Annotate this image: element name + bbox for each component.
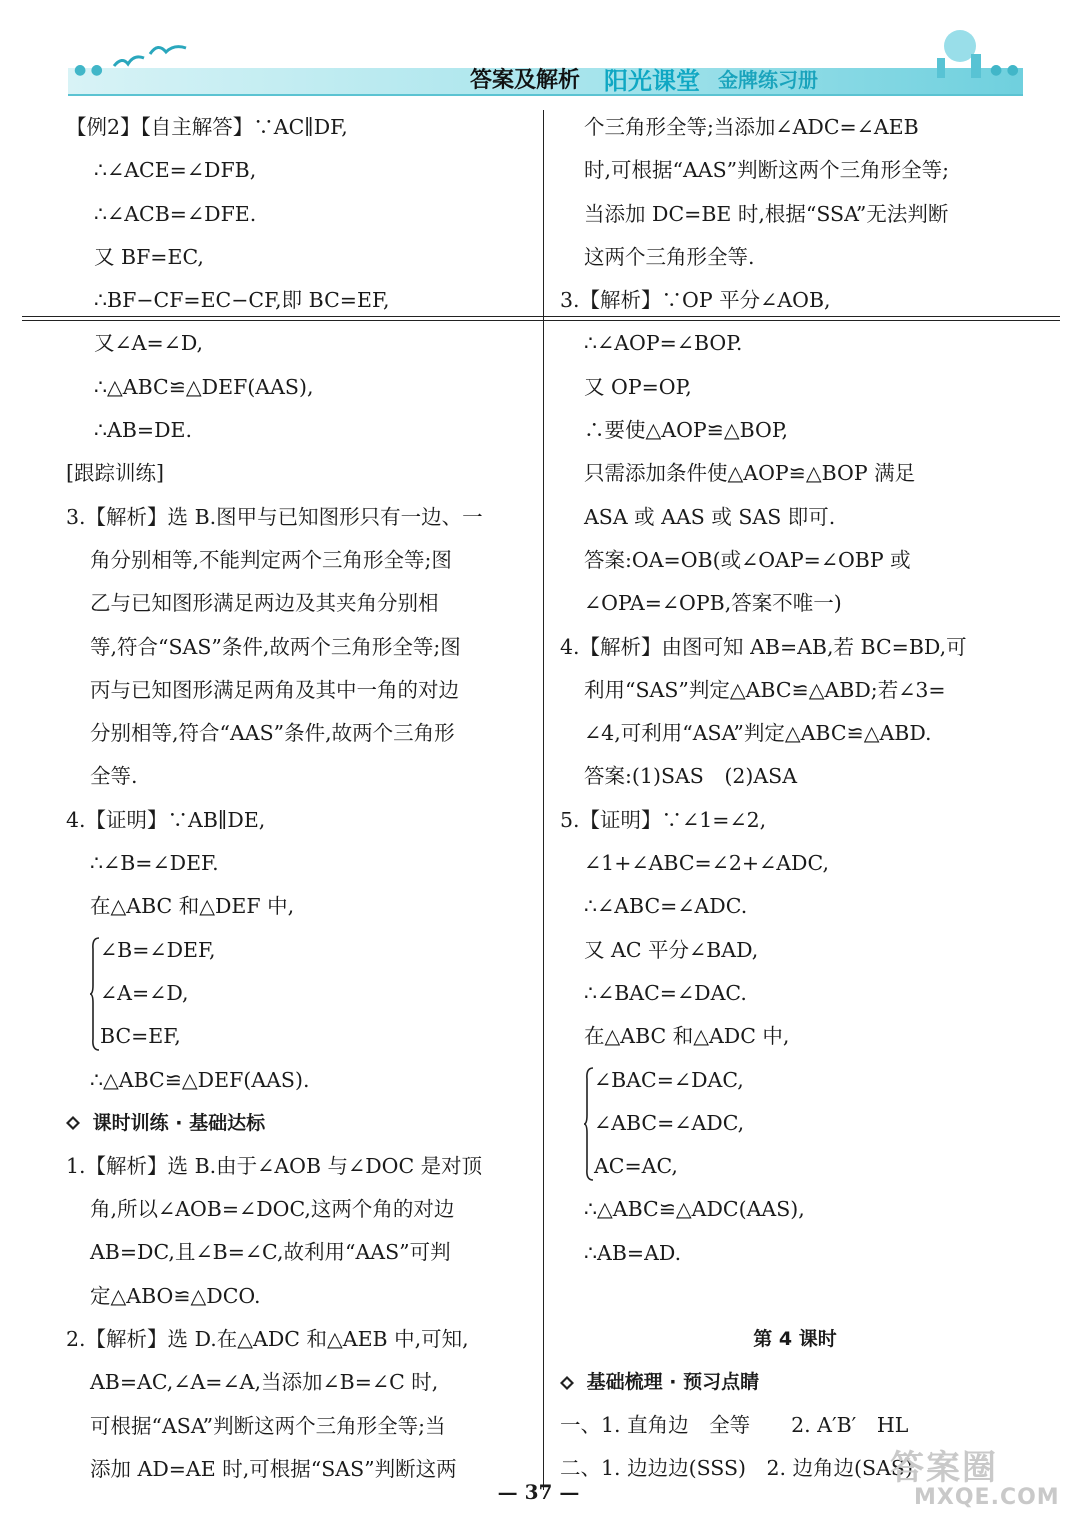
left-brace-line: ∠B=∠DEF, [100, 937, 216, 962]
right-section-heading [560, 1361, 1030, 1404]
left-brace-line: ∠A=∠D, [100, 980, 189, 1005]
left-brace-line: BC=EF, [100, 1024, 181, 1049]
left-line: 又 BF=EC, [94, 244, 204, 269]
diamond-icon [66, 1116, 80, 1130]
right-line: ∴∠ABC=∠ADC. [584, 894, 748, 919]
left-line: 分别相等,符合“AAS”条件,故两个三角形 [90, 721, 455, 746]
right-line: 当添加 DC=BE 时,根据“SSA”无法判断 [584, 201, 949, 226]
spacer [560, 1275, 1030, 1318]
left-brace-lines [100, 929, 536, 1059]
left-line: 全等. [90, 764, 138, 789]
left-column [66, 106, 536, 1491]
left-section-text: 课时训练 · 基础达标 [92, 1111, 266, 1134]
left-line: ∴∠B=∠DEF. [90, 851, 219, 876]
left-line: 1.【解析】选 B.由于∠AOB 与∠DOC 是对顶 [66, 1153, 483, 1178]
dots-left-icon: ● ● [74, 62, 103, 78]
left-line: [跟踪训练] [66, 461, 164, 486]
page-number: — 37 — [497, 1480, 580, 1504]
left-text-block-1 [66, 106, 536, 929]
header-answers: 答案及解析 [470, 67, 581, 93]
left-line: AB=DC,且∠B=∠C,故利用“AAS”可判 [90, 1240, 451, 1265]
left-line: AB=AC,∠A=∠A,当添加∠B=∠C 时, [90, 1370, 439, 1395]
dots-right-icon: ● ● [990, 62, 1019, 78]
left-after-brace: ∴△ABC≌△DEF(AAS). [90, 1067, 310, 1092]
right-brace-line: AC=AC, [594, 1154, 678, 1179]
left-line: 2.【解析】选 D.在△ADC 和△AEB 中,可知, [66, 1327, 469, 1352]
right-brace-group [560, 1059, 1030, 1189]
right-line: 个三角形全等;当添加∠ADC=∠AEB [584, 115, 919, 139]
right-line: 这两个三角形全等. [584, 244, 755, 269]
right-line: ∴要使△AOP≌△BOP, [584, 418, 789, 443]
left-line: 可根据“ASA”判断这两个三角形全等;当 [90, 1413, 446, 1438]
birds-icon [110, 36, 200, 76]
left-line: 4.【证明】∵AB∥DE, [66, 807, 266, 832]
header-title [470, 58, 1030, 98]
left-line: 添加 AD=AE 时,可根据“SAS”判断这两 [90, 1456, 457, 1481]
right-line: 只需添加条件使△AOP≌△BOP 满足 [584, 461, 916, 486]
right-line: 3.【解析】∵OP 平分∠AOB, [560, 288, 831, 313]
right-line: 5.【证明】∵∠1=∠2, [560, 807, 767, 832]
right-section-text: 基础梳理 · 预习点睛 [586, 1371, 760, 1394]
right-brace-lines [594, 1059, 1030, 1189]
watermark [890, 1440, 1070, 1530]
right-line: ∴∠AOP=∠BOP. [584, 331, 743, 356]
right-line: 利用“SAS”判定△ABC≌△ABD;若∠3= [584, 677, 946, 702]
left-line: 定△ABO≌△DCO. [90, 1283, 261, 1308]
right-line: 在△ABC 和△ADC 中, [584, 1024, 790, 1049]
header-brand: 阳光课堂 [604, 66, 701, 95]
watermark-big: 答案圈 [890, 1448, 998, 1488]
left-line: ∴∠ACB=∠DFE. [94, 201, 257, 226]
left-line: 在△ABC 和△DEF 中, [90, 894, 295, 919]
left-section-heading [66, 1102, 536, 1145]
diamond-icon [560, 1376, 574, 1390]
brace-icon [90, 937, 100, 1051]
right-text-block-1 [560, 106, 1030, 1059]
left-brace-group [66, 929, 536, 1059]
right-line: 答案:OA=OB(或∠OAP=∠OBP 或 [584, 547, 911, 572]
lesson-title: 第 4 课时 [753, 1328, 837, 1351]
right-tail-2: 二、1. 边边边(SSS) 2. 边角边(SAS) [560, 1456, 913, 1481]
right-after-brace-1: ∴△ABC≌△ADC(AAS), [584, 1197, 805, 1222]
right-line: 又 OP=OP, [584, 374, 692, 399]
page-header [0, 0, 1077, 110]
right-line: ∴∠BAC=∠DAC. [584, 980, 747, 1005]
right-line: 又 AC 平分∠BAD, [584, 937, 759, 962]
watermark-small: MXQE.COM [914, 1485, 1060, 1510]
right-brace-line: ∠BAC=∠DAC, [594, 1067, 744, 1092]
left-line: ∴AB=DE. [94, 418, 193, 443]
left-line: ∴△ABC≌△DEF(AAS), [94, 374, 314, 399]
header-subtitle: 金牌练习册 [718, 67, 819, 92]
right-line: ∠4,可利用“ASA”判定△ABC≌△ABD. [584, 721, 932, 746]
left-line: 角,所以∠AOB=∠DOC,这两个角的对边 [90, 1197, 455, 1222]
left-line: ∴BF−CF=EC−CF,即 BC=EF, [94, 288, 390, 313]
left-line: 3.【解析】选 B.图甲与已知图形只有一边、一 [66, 504, 483, 529]
left-line: 等,符合“SAS”条件,故两个三角形全等;图 [90, 634, 461, 659]
right-tail-1: 一、1. 直角边 全等 2. A′B′ HL [560, 1413, 909, 1438]
right-line: 4.【解析】由图可知 AB=AB,若 BC=BD,可 [560, 634, 967, 659]
brace-icon [584, 1067, 594, 1181]
left-line: 丙与已知图形满足两角及其中一角的对边 [90, 677, 459, 702]
right-after-brace-2: ∴AB=AD. [584, 1240, 682, 1265]
left-line: 角分别相等,不能判定两个三角形全等;图 [90, 547, 452, 572]
left-line: 【例2】【自主解答】∵AC∥DF, [66, 115, 348, 139]
left-line: ∴∠ACE=∠DFB, [94, 158, 257, 183]
right-line: ∠OPA=∠OPB,答案不唯一) [584, 591, 842, 616]
right-line: 答案:(1)SAS (2)ASA [584, 764, 798, 789]
left-line: 又∠A=∠D, [94, 331, 204, 356]
right-brace-line: ∠ABC=∠ADC, [594, 1110, 745, 1135]
right-line: ∠1+∠ABC=∠2+∠ADC, [584, 851, 829, 876]
right-line: 时,可根据“AAS”判断这两个三角形全等; [584, 158, 950, 183]
left-line: 乙与已知图形满足两边及其夹角分别相 [90, 591, 439, 616]
left-text-block-2 [66, 1145, 536, 1491]
right-column [560, 106, 1030, 1491]
right-line: ASA 或 AAS 或 SAS 即可. [584, 504, 836, 529]
